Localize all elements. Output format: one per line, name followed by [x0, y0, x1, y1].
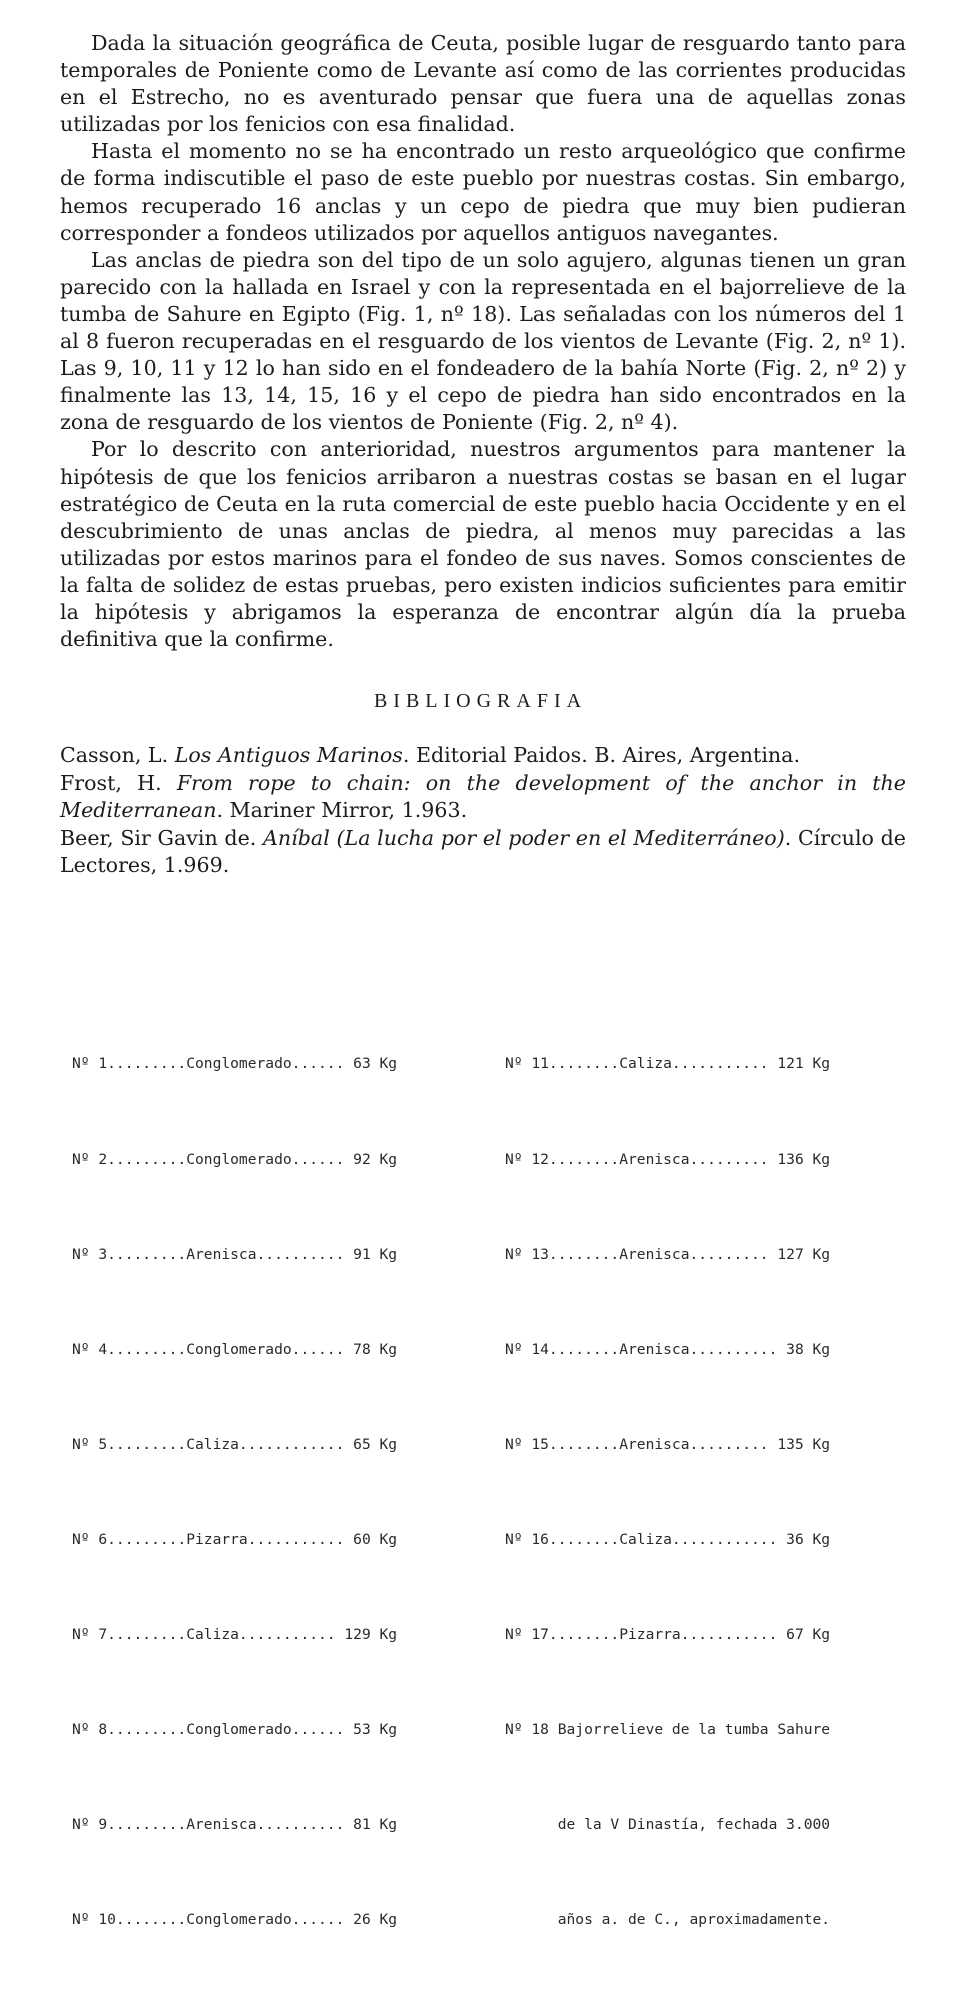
anchor-row: Nº 10........Conglomerado...... 26 Kg: [72, 1911, 398, 1929]
anchor-row: Nº 8.........Conglomerado...... 53 Kg: [72, 1721, 398, 1739]
anchor-row: Nº 15........Arenisca......... 135 Kg: [505, 1435, 831, 1453]
anchor-row: Nº 6.........Pizarra........... 60 Kg: [72, 1530, 398, 1548]
entry-author: Casson, L.: [60, 743, 175, 767]
anchor-row: Nº 5.........Caliza............ 65 Kg: [72, 1435, 398, 1453]
anchor-row: Nº 7.........Caliza........... 129 Kg: [72, 1625, 398, 1643]
anchor-row: Nº 12........Arenisca......... 136 Kg: [505, 1150, 831, 1168]
anchor-row: Nº 3.........Arenisca.......... 91 Kg: [72, 1245, 398, 1263]
entry-details: . Editorial Paidos. B. Aires, Argentina.: [402, 743, 800, 767]
anchor-row: Nº 4.........Conglomerado...... 78 Kg: [72, 1340, 398, 1358]
entry-title: From rope to chain: on the development of the anchor in the Mediterranean: [60, 770, 906, 822]
bibliography-list: [60, 742, 906, 880]
bibliography-entry: [60, 825, 906, 880]
figure-note: años a. de C., aproximadamente.: [505, 1911, 831, 1929]
entry-author: Beer, Sir Gavin de.: [60, 825, 264, 850]
anchor-list-right: [505, 985, 830, 1999]
anchor-row: Nº 2.........Conglomerado...... 92 Kg: [72, 1150, 398, 1168]
paragraph: Dada la situación geográfica de Ceuta, posible lugar de resguardo tanto para temporales de Poniente como de Levante así como de las corrientes producidas en el Estrecho, no es aventurado pensar que fuera una de aquellas zonas utilizadas por los fenicios con esa finalidad.: [60, 31, 906, 137]
entry-details: . Mariner Mirror, 1.963.: [216, 798, 468, 822]
anchor-row: Nº 11........Caliza........... 121 Kg: [505, 1055, 831, 1073]
paragraph: Las anclas de piedra son del tipo de un solo agujero, algunas tienen un gran parecido con la hallada en Israel y con la representada en el bajorrelieve de la tumba de Sahure en Egipto (Fig. 1, nº 18). Las señaladas con los números del 1 al 8 fueron recuperadas en el resguardo de los vientos de Levante (Fig. 2, nº 1). Las 9, 10, 11 y 12 lo han sido en el fondeadero de la bahía Norte (Fig. 2, nº 2) y finalmente las 13, 14, 15, 16 y el cepo de piedra han sido encontrados en la zona de resguardo de los vientos de Poniente (Fig. 2, nº 4).: [60, 247, 906, 435]
anchor-row: Nº 9.........Arenisca.......... 81 Kg: [72, 1816, 398, 1834]
anchor-row: Nº 17........Pizarra........... 67 Kg: [505, 1625, 831, 1643]
anchor-row: Nº 16........Caliza............ 36 Kg: [505, 1530, 831, 1548]
anchor-row: Nº 13........Arenisca......... 127 Kg: [505, 1245, 831, 1263]
figure-note: Nº 18 Bajorrelieve de la tumba Sahure: [505, 1721, 831, 1739]
anchor-row: Nº 1.........Conglomerado...... 63 Kg: [72, 1055, 398, 1073]
paragraph: Hasta el momento no se ha encontrado un resto arqueológico que confirme de forma indiscutible el paso de este pueblo por nuestras costas. Sin embargo, hemos recuperado 16 anclas y un cepo de piedra que muy bien pudieran corresponder a fondeos utilizados por aquellos antiguos navegantes.: [60, 139, 906, 245]
bibliography-entry: [60, 742, 906, 770]
paragraph: Por lo descrito con anterioridad, nuestros argumentos para mantener la hipótesis de que los fenicios arribaron a nuestras costas se basan en el lugar estratégico de Ceuta en la ruta comercial de este pueblo hacia Occidente y en el descubrimiento de unas anclas de piedra, al menos muy parecidas a las utilizadas por estos marinos para el fondeo de sus naves. Somos conscientes de la falta de solidez de estas pruebas, pero existen indicios suficientes para emitir la hipótesis y abrigamos la esperanza de encontrar algún día la prueba definitiva que la confirme.: [60, 437, 906, 652]
body-text: [60, 30, 906, 653]
anchor-row: Nº 14........Arenisca.......... 38 Kg: [505, 1340, 831, 1358]
entry-title: Los Antiguos Marinos: [174, 743, 403, 767]
entry-details: . Círculo de Lectores, 1.969.: [60, 825, 906, 877]
figure-note: de la V Dinastía, fechada 3.000: [505, 1816, 831, 1834]
anchor-list-left: [72, 985, 397, 1999]
entry-author: Frost, H.: [60, 770, 177, 795]
bibliography-entry: [60, 770, 906, 825]
entry-title: Aníbal (La lucha por el poder en el Mediterráneo): [263, 825, 785, 850]
bibliography-heading: BIBLIOGRAFIA: [373, 690, 588, 712]
